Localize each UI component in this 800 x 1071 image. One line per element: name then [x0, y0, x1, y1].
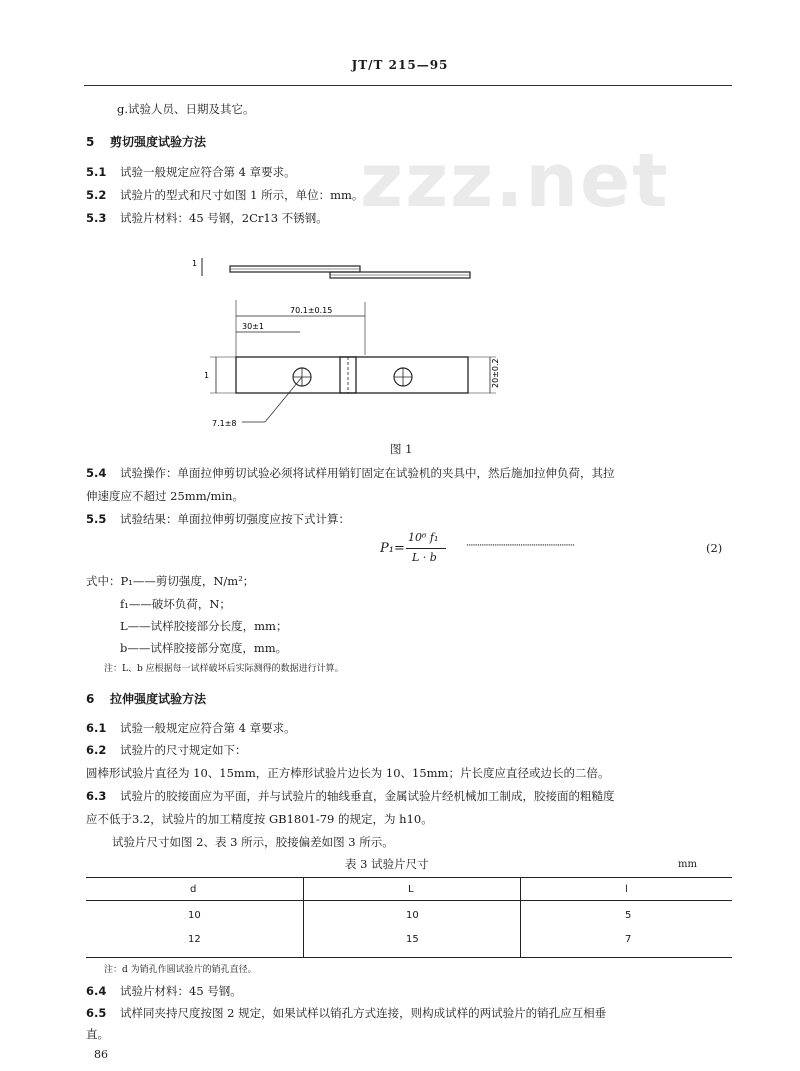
clause-5-2-number: 5.2	[86, 188, 107, 202]
formula-denominator: L · b	[412, 551, 437, 564]
clause-6-2-number: 6.2	[86, 743, 107, 757]
clause-6-2-detail: 圆棒形试验片直径为 10、15mm，正方棒形试验片边长为 10、15mm；片长度应直径或边长的二倍。	[86, 766, 610, 780]
table-row: 5	[625, 910, 632, 921]
clause-6-1-text: 试验一般规定应符合第 4 章要求。	[120, 721, 296, 735]
section-5-title	[86, 133, 206, 150]
clause-6-1	[86, 720, 296, 736]
clause-5-1	[86, 164, 296, 180]
table-3-title: 表 3 试验片尺寸	[345, 857, 429, 871]
clause-5-1-text: 试验一般规定应符合第 4 章要求。	[120, 165, 296, 179]
clause-6-3-text: 试验片的胶接面应为平面，并与试验片的轴线垂直，金属试验片经机械加工制成，胶接面的粗糙度	[120, 789, 615, 803]
formula-leader-dots: ··························································	[466, 541, 574, 551]
where-p1: 式中：P₁——剪切强度，N/m²；	[86, 574, 255, 588]
section-6-title	[86, 690, 206, 707]
table-top-rule	[86, 877, 732, 878]
clause-6-4-number: 6.4	[86, 984, 107, 998]
header-rule	[84, 85, 732, 86]
clause-6-4	[86, 983, 242, 999]
formula-number: (2)	[706, 541, 723, 555]
clause-5-5-text: 试验结果：单面拉伸剪切强度应按下式计算：	[120, 512, 350, 526]
clause-5-2	[86, 187, 363, 203]
clause-6-5-text: 试样同夹持尺度按图 2 规定，如果试样以销孔方式连接，则构成试样的两试验片的销孔应互相垂	[120, 1006, 607, 1020]
clause-6-5	[86, 1005, 606, 1021]
table-note: 注：d 为销孔作圆试验片的销孔直径。	[104, 965, 257, 975]
clause-6-3-cont: 应不低于3.2，试验片的加工精度按 GB1801-79 的规定，为 h10。	[86, 812, 433, 826]
clause-5-4-cont: 伸速度应不超过 25mm/min。	[86, 489, 244, 503]
clause-5-3-number: 5.3	[86, 211, 107, 225]
section-5-number: 5	[86, 135, 95, 149]
clause-6-3	[86, 788, 615, 804]
clause-6-4-text: 试验片材料：45 号钢。	[120, 984, 242, 998]
figure-dim-30: 30±1	[242, 322, 264, 331]
figure-dim-left: 1	[204, 371, 210, 380]
formula-lhs: P₁=	[380, 541, 405, 556]
table-row: 10	[188, 910, 201, 921]
clause-6-3-number: 6.3	[86, 789, 107, 803]
page-number: 86	[94, 1048, 108, 1061]
section-6-number: 6	[86, 692, 95, 706]
clause-6-2-text: 试验片的尺寸规定如下：	[120, 743, 247, 757]
figure-1-caption: 图 1	[390, 442, 413, 456]
table-head-l: l	[625, 884, 628, 895]
section-6-heading: 拉伸强度试验方法	[110, 692, 207, 706]
clause-5-1-number: 5.1	[86, 165, 107, 179]
figure-left-mark: 1	[192, 259, 198, 268]
table-row: 7	[625, 934, 632, 945]
section-5-heading: 剪切强度试验方法	[110, 135, 207, 149]
note-5: 注：L、b 应根据每一试样破坏后实际测得的数据进行计算。	[104, 664, 344, 674]
figure-dim-70: 70.1±0.15	[290, 306, 333, 315]
table-3-unit: mm	[678, 859, 697, 870]
running-header: JT/T 215—95	[351, 58, 449, 72]
where-b: b——试样胶接部分宽度，mm。	[120, 641, 288, 655]
clause-5-4	[86, 465, 615, 481]
clause-6-2	[86, 742, 247, 758]
figure-dim-right: 20±0.2	[491, 358, 500, 388]
watermark: zzz.net	[360, 138, 670, 224]
clause-5-5-number: 5.5	[86, 512, 107, 526]
table-col-divider-1	[303, 877, 304, 957]
table-bottom-rule	[86, 957, 732, 958]
figure-1-drawing	[190, 240, 530, 440]
table-head-L: L	[408, 884, 414, 895]
clause-5-4-number: 5.4	[86, 466, 107, 480]
where-f1: f₁——破坏负荷，N；	[120, 597, 231, 611]
figure-hole-label: 7.1±8	[212, 419, 237, 428]
item-g: g.试验人员、日期及其它。	[117, 102, 255, 116]
clause-6-1-number: 6.1	[86, 721, 107, 735]
clause-6-5-number: 6.5	[86, 1006, 107, 1020]
table-col-divider-2	[520, 877, 521, 957]
where-L: L——试样胶接部分长度，mm；	[120, 619, 288, 633]
table-head-rule	[86, 900, 732, 901]
clause-5-4-text: 试验操作：单面拉伸剪切试验必须将试样用销钉固定在试验机的夹具中，然后施加拉伸负荷，其拉	[120, 466, 615, 480]
formula-bar	[406, 548, 446, 549]
clause-6-5-cont: 直。	[86, 1027, 109, 1041]
clause-5-3	[86, 210, 328, 226]
clause-5-2-text: 试验片的型式和尺寸如图 1 所示，单位：mm。	[120, 188, 364, 202]
clause-5-5	[86, 511, 350, 527]
table-row: 12	[188, 934, 201, 945]
table-head-d: d	[190, 884, 197, 895]
table-row: 10	[406, 910, 419, 921]
clause-5-3-text: 试验片材料：45 号钢，2Cr13 不锈钢。	[120, 211, 328, 225]
formula-numerator: 10⁶ f₁	[408, 531, 439, 544]
clause-6-3-ref: 试验片尺寸如图 2、表 3 所示，胶接偏差如图 3 所示。	[112, 835, 394, 849]
table-row: 15	[406, 934, 419, 945]
